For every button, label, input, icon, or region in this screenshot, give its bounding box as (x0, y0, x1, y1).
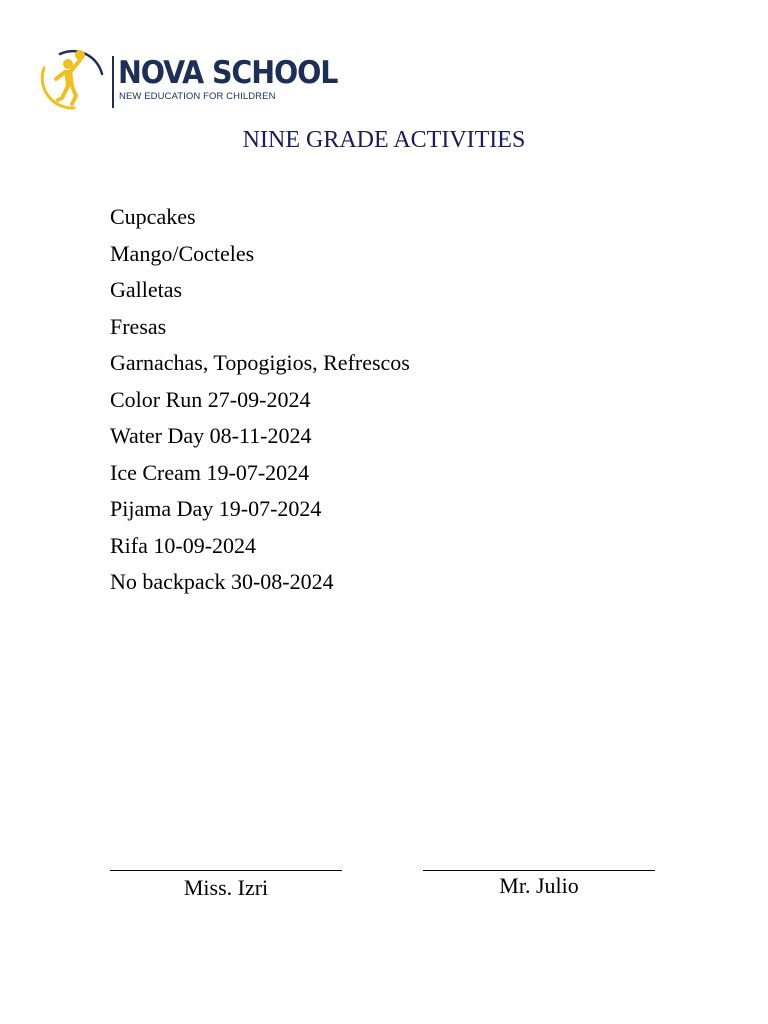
signature-line (423, 870, 655, 871)
page-title: NINE GRADE ACTIVITIES (242, 127, 526, 153)
child-jumping-ball-icon (38, 46, 110, 112)
signature-line (110, 870, 342, 871)
list-item: Water Day 08-11-2024 (110, 423, 312, 448)
list-item: Color Run 27-09-2024 (110, 386, 311, 412)
list-item: Pijama Day 19-07-2024 (110, 496, 322, 521)
list-item: Cupcakes (110, 204, 196, 229)
signature-left (110, 850, 342, 901)
activities-list (110, 203, 655, 605)
signature-name: Mr. Julio (499, 873, 579, 898)
list-item: Mango/Cocteles (110, 240, 255, 266)
school-logo (38, 46, 338, 112)
list-item: Garnachas, Topogigios, Refrescos (110, 350, 410, 375)
logo-name: NOVA SCHOOL (118, 55, 338, 91)
signature-right (423, 850, 655, 899)
list-item: Rifa 10-09-2024 (110, 532, 257, 558)
list-item: No backpack 30-08-2024 (110, 569, 334, 594)
logo-tagline: NEW EDUCATION FOR CHILDREN (119, 91, 276, 102)
signature-name: Miss. Izri (183, 875, 269, 900)
list-item: Fresas (110, 313, 167, 339)
logo-divider (112, 56, 114, 108)
list-item: Ice Cream 19-07-2024 (110, 459, 310, 485)
list-item: Galletas (110, 277, 183, 302)
